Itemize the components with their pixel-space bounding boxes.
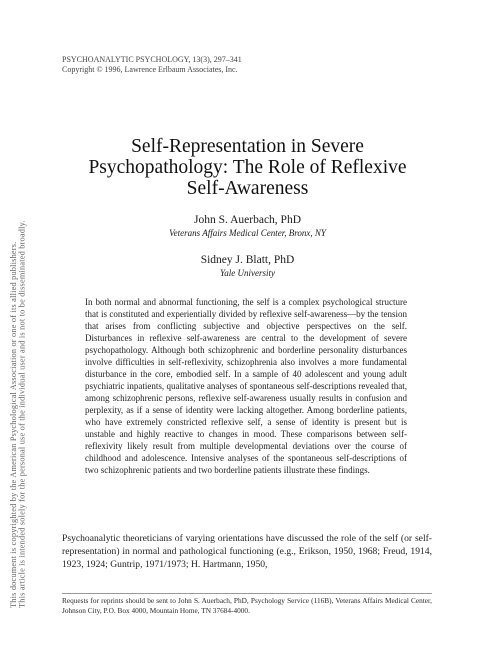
journal-copyright: Copyright © 1996, Lawrence Erlbaum Associates, Inc. [62,65,238,75]
body-paragraph: Psychoanalytic theoreticians of varying orientations have discussed the role of the self (or self-representation) in normal and pathological functioning (e.g., Erikson, 1950, 1968; Freud, 1914, 1923, 1924; Guntrip, 1971/1973; H. Hartmann, 1950, [62,533,432,571]
abstract: In both normal and abnormal functioning, the self is a complex psychological structure that is constituted and experientially divided by reflexive self-awareness—by the tension that arises from conflicting subjective and objective perspectives on the self. Disturbances in reflexive self-awareness are central to the development of severe psychopathology. Although both schizophrenic and borderline personality disturbances involve difficulties in self-reflexivity, schizophrenia also involves a more fundamental disturbance in the core, embodied self. In a sample of 40 adolescent and young adult psychiatric inpatients, qualitative analyses of spontaneous self-descriptions revealed that, among schizophrenic persons, reflexive self-awareness usually results in confusion and perplexity, as if a sense of identity were lacking altogether. Among borderline patients, who have extremely constricted reflexive self, a sense of identity is present but is unstable and highly reactive to changes in mood. These comparisons between self-reflexivity likely result from multiple developmental deviations over the course of childhood and adolescence. Intensive analyses of the spontaneous self-descriptions of two schizophrenic patients and two borderline patients illustrate these findings. [85,297,407,475]
author-block-1 [0,213,495,240]
reprint-footnote: Requests for reprints should be sent to John S. Auerbach, PhD, Psychology Service (116B), Veterans Affairs Medical Center, Johnson City, P.O. Box 4000, Mountain Home, TN 37684-4000. [62,593,432,616]
author-affiliation: Yale University [220,267,275,278]
title-line-1: Self-Representation in Severe [131,136,364,157]
author-name: Sidney J. Blatt, PhD [200,254,295,266]
side-notice-line-1: This document is copyrighted by the American Psychological Association or one of its allied publishers. [9,241,18,608]
title-line-3: Self-Awareness [186,177,309,199]
author-name: John S. Auerbach, PhD [193,214,301,226]
title-line-2: Psychopathology: The Role of Reflexive [88,156,407,178]
side-notice-line-2: This article is intended solely for the personal use of the individual user and is not to be disseminated broadly. [17,220,27,608]
journal-citation: PSYCHOANALYTIC PSYCHOLOGY, 13(3), 297–341 [62,55,242,64]
journal-header [62,55,242,76]
article-title [0,137,495,200]
author-block-2 [0,253,495,280]
author-affiliation: Veterans Affairs Medical Center, Bronx, NY [169,227,326,238]
